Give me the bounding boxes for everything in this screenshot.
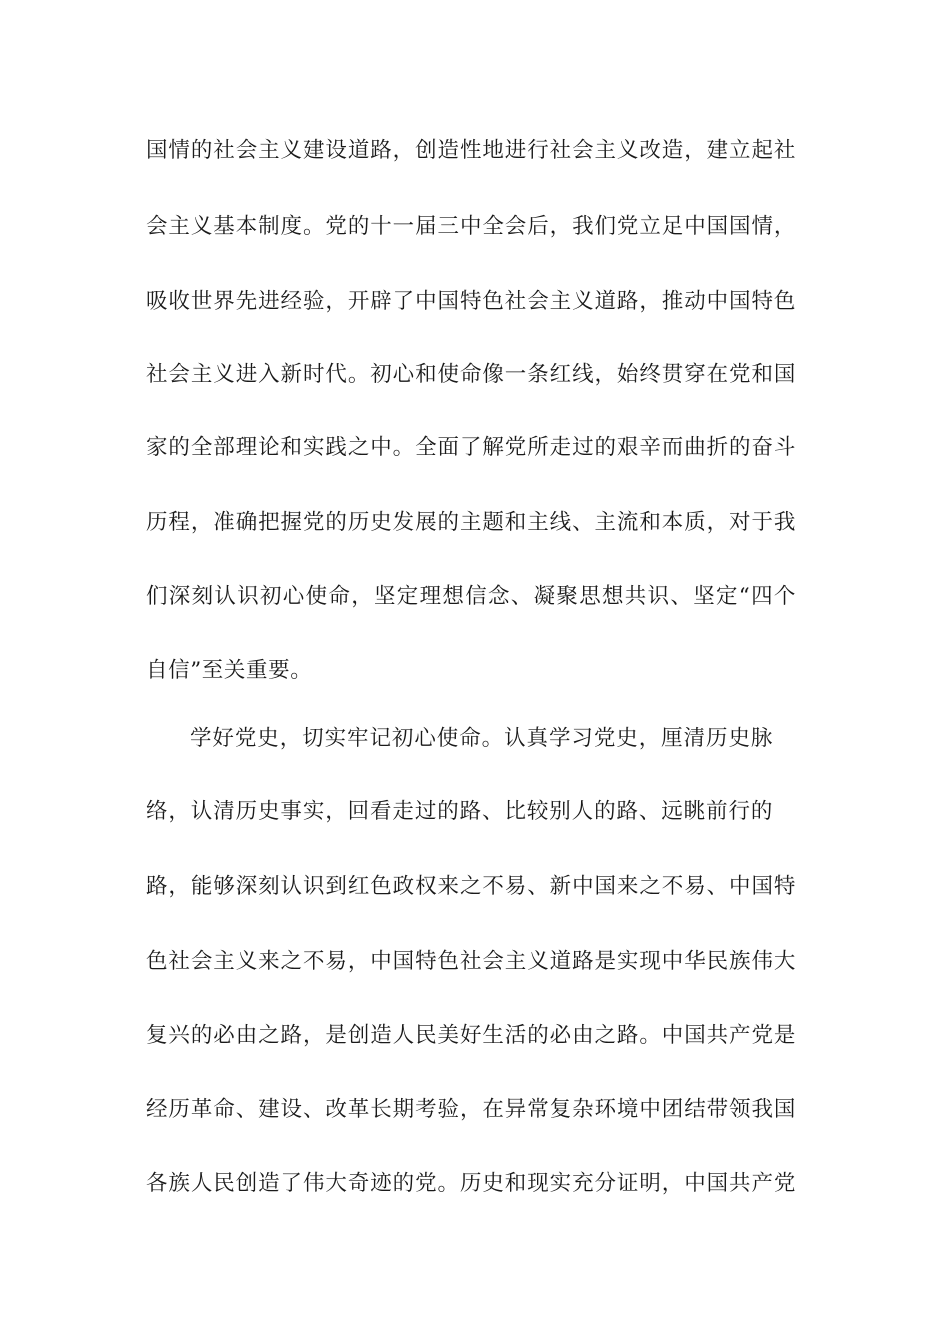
text-line: 各族人民创造了伟大奇迹的党。历史和现实充分证明，中国共产党 <box>146 1171 796 1196</box>
text-line: 社会主义进入新时代。初心和使命像一条红线，始终贯穿在党和国 <box>146 362 796 387</box>
text-line: 学好党史，切实牢记初心使命。认真学习党史，厘清历史脉 <box>190 726 773 751</box>
text-line: 路，能够深刻认识到红色政权来之不易、新中国来之不易、中国特 <box>146 874 796 899</box>
text-line: 历程，准确把握党的历史发展的主题和主线、主流和本质，对于我 <box>146 510 796 535</box>
text-line: 色社会主义来之不易，中国特色社会主义道路是实现中华民族伟大 <box>146 949 796 974</box>
text-line: 会主义基本制度。党的十一届三中全会后，我们党立足中国国情， <box>146 214 796 239</box>
text-line: 络，认清历史事实，回看走过的路、比较别人的路、远眺前行的 <box>146 799 773 824</box>
text-line: 复兴的必由之路，是创造人民美好生活的必由之路。中国共产党是 <box>146 1023 796 1048</box>
text-line: 国情的社会主义建设道路，创造性地进行社会主义改造，建立起社 <box>146 138 796 163</box>
text-line: 家的全部理论和实践之中。全面了解党所走过的艰辛而曲折的奋斗 <box>146 435 796 460</box>
text-line: 自信”至关重要。 <box>146 658 313 683</box>
text-line: 经历革命、建设、改革长期考验，在异常复杂环境中团结带领我国 <box>146 1097 796 1122</box>
text-line: 们深刻认识初心使命，坚定理想信念、凝聚思想共识、坚定“四个 <box>146 584 796 609</box>
text-line: 吸收世界先进经验，开辟了中国特色社会主义道路，推动中国特色 <box>146 289 796 314</box>
